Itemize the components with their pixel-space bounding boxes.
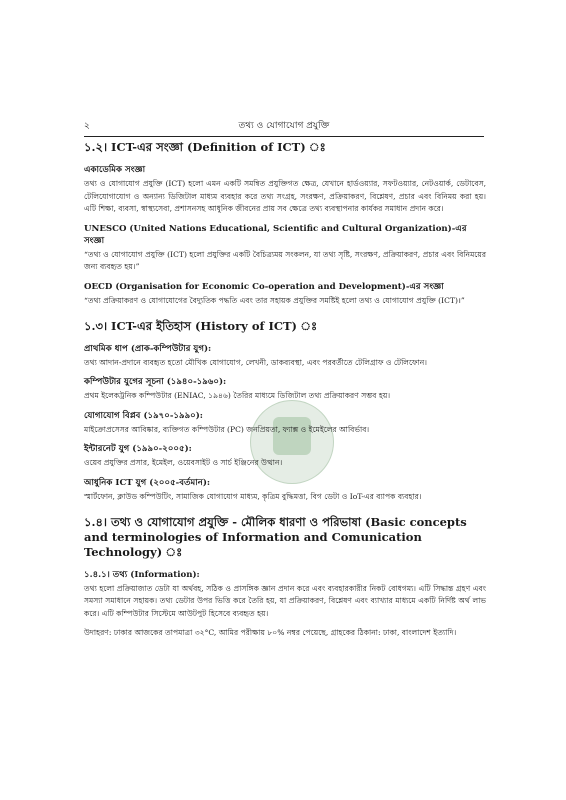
academic-definition-title: একাডেমিক সংজ্ঞা <box>84 165 146 175</box>
information-subheading: ১.৪.১। তথ্য (Information): <box>84 569 200 580</box>
history-era-title: আধুনিক ICT যুগ (২০০৫-বর্তমান): <box>84 477 211 488</box>
unesco-definition-text: “তথ্য ও যোগাযোগ প্রযুক্তি (ICT) হলো প্রযুক্তির একটি বৈচিত্র্যময় সংকলন, যা তথ্য সৃষ্টি, সংরক্ষণ, প্রক্রিয়াকরণ, প্রচার এবং বিনিময়ের জন্য ব্যবহৃত হয়।” <box>84 249 486 272</box>
running-title: তথ্য ও যোগাযোগ প্রযুক্তি <box>238 121 330 131</box>
history-era-title: কম্পিউটার যুগের সূচনা (১৯৪০-১৯৬০): <box>84 377 227 388</box>
unesco-definition-title: UNESCO (United Nations Educational, Scientific and Cultural Organization)-এর সংজ্ঞা <box>84 223 467 246</box>
history-era-title: ইন্টারনেট যুগ (১৯৯০-২০০৫): <box>84 444 192 455</box>
oecd-definition-text: “তথ্য প্রক্রিয়াকরণ ও যোগাযোগের বৈদ্যুতিক পদ্ধতি এবং তার সহায়ক প্রযুক্তির সমষ্টিই হলো তথ্য ও যোগাযোগ প্রযুক্তি (ICT)।” <box>84 295 465 305</box>
history-era-text: স্মার্টফোন, ক্লাউড কম্পিউটিং, সামাজিক যোগাযোগ মাধ্যম, কৃত্রিম বুদ্ধিমত্তা, বিগ ডেটা ও IoT-এর ব্যাপক ব্যবহার। <box>84 491 422 501</box>
history-era-title: প্রাথমিক ধাপ (প্রাক-কম্পিউটার যুগ): <box>84 343 212 354</box>
history-era-text: তথ্য আদান-প্রদানে ব্যবহৃত হতো মৌখিক যোগাযোগ, লেখনী, ডাকব্যবস্থা, এবং পরবর্তীতে টেলিগ্রাফ ও টেলিফোন। <box>84 357 428 367</box>
section-heading-basic-concepts: ১.৪। তথ্য ও যোগাযোগ প্রযুক্তি - মৌলিক ধারণা ও পরিভাষা (Basic concepts and terminologies of Information and Comunication Technology) ঃ <box>84 514 467 559</box>
page-number: ২ <box>84 121 90 131</box>
page-header <box>84 120 484 137</box>
section-heading-definition: ১.২। ICT-এর সংজ্ঞা (Definition of ICT) ঃ <box>84 140 326 154</box>
oecd-definition-title: OECD (Organisation for Economic Co-operation and Development)-এর সংজ্ঞা <box>84 281 444 292</box>
information-example-text: উদাহরণ: ঢাকার আজকের তাপমাত্রা ৩২°C, আমির পরীক্ষায় ৮০% নম্বর পেয়েছে, গ্রাহকের ঠিকানা: ঢাকা, বাংলাদেশ ইত্যাদি। <box>84 628 457 638</box>
history-era-title: যোগাযোগ বিপ্লব (১৯৭০-১৯৯০): <box>84 410 203 421</box>
information-definition-text: তথ্য হলো প্রক্রিয়াজাত ডেটা যা অর্থবহ, সঠিক ও প্রাসঙ্গিক জ্ঞান প্রদান করে এবং ব্যবহারকারীর নিকট বোধগম্য। এটি সিদ্ধান্ত গ্রহণ এবং সমস্যা সমাধানে সহায়ক। তথ্য ডেটার উপর ভিত্তি করে তৈরি হয়, যা প্রক্রিয়াকরণ, বিশ্লেষণ এবং ব্যাখ্যার মাধ্যমে একটি নির্দিষ্ট অর্থ লাভ করে। এটি কম্পিউটার সিস্টেমে আউটপুট হিসেবে ব্যবহৃত হয়। <box>84 583 486 618</box>
history-era-text: প্রথম ইলেকট্রনিক কম্পিউটার (ENIAC, ১৯৪৬) তৈরির মাধ্যমে ডিজিটাল তথ্য প্রক্রিয়াকরণ সম্ভব হয়। <box>84 391 391 401</box>
section-heading-history: ১.৩। ICT-এর ইতিহাস (History of ICT) ঃ <box>84 318 318 333</box>
page-content <box>84 140 486 647</box>
history-era-text: মাইক্রোপ্রসেসর আবিষ্কার, ব্যক্তিগত কম্পিউটার (PC) জনপ্রিয়তা, ফ্যাক্স ও ইমেইলের আবির্ভাব। <box>84 424 370 434</box>
academic-definition-text: তথ্য ও যোগাযোগ প্রযুক্তি (ICT) হলো এমন একটি সমন্বিত প্রযুক্তিগত ক্ষেত্র, যেখানে হার্ডওয়্যার, সফটওয়্যার, নেটওয়ার্ক, ডেটাবেস, টেলিযোগাযোগ ও অন্যান্য ডিজিটাল মাধ্যম ব্যবহার করে তথ্য সংগ্রহ, সংরক্ষণ, প্রক্রিয়াকরণ, বিশ্লেষণ, প্রচার এবং বিনিময় করা হয়। এটি শিক্ষা, ব্যবসা, স্বাস্থ্যসেবা, প্রশাসনসহ আধুনিক জীবনের প্রায় সব ক্ষেত্রে তথ্য ব্যবস্থাপনার কার্যকর সমাধান প্রদান করে। <box>84 179 486 214</box>
history-era-text: ওয়েব প্রযুক্তির প্রসার, ইমেইল, ওয়েবসাইট ও সার্চ ইঞ্জিনের উত্থান। <box>84 458 283 468</box>
